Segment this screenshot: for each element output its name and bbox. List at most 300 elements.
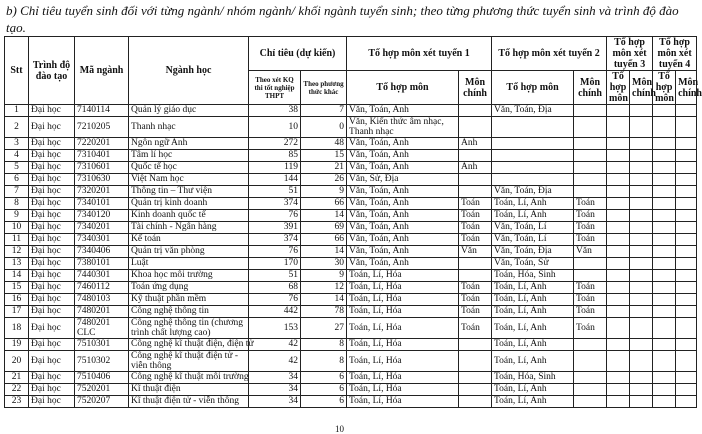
header-combo4: Tổ hợp môn xét tuyển 4: [653, 37, 697, 71]
row-combo1-main: Văn: [459, 246, 492, 258]
row-major: Thông tin – Thư viện: [129, 186, 249, 198]
row-combo2-subjects: Toán, Lí, Anh: [492, 294, 574, 306]
row-stt: 18: [5, 318, 29, 339]
row-combo1-main: [459, 105, 492, 117]
row-empty-cell: [630, 384, 653, 396]
row-empty-cell: [653, 210, 676, 222]
row-empty-cell: [630, 210, 653, 222]
row-stt: 2: [5, 117, 29, 138]
row-combo1-main: Toán: [459, 294, 492, 306]
row-quota-other: 78: [301, 306, 347, 318]
row-code: 7460112: [75, 282, 129, 294]
row-combo2-main: [574, 270, 607, 282]
page-number: 10: [335, 424, 344, 434]
row-combo2-main: [574, 351, 607, 372]
row-combo2-subjects: Toán, Lí, Anh: [492, 396, 574, 408]
row-major: Việt Nam học: [129, 174, 249, 186]
row-quota-thpt: 144: [249, 174, 301, 186]
row-code: 7320201: [75, 186, 129, 198]
row-level: Đại học: [29, 174, 75, 186]
row-combo1-main: Toán: [459, 222, 492, 234]
row-combo1-subjects: Văn, Toán, Anh: [347, 198, 459, 210]
table-row: [5, 105, 697, 117]
row-empty-cell: [676, 174, 697, 186]
table-row: [5, 396, 697, 408]
row-empty-cell: [607, 174, 630, 186]
row-empty-cell: [630, 306, 653, 318]
row-combo1-subjects: Toán, Lí, Hóa: [347, 294, 459, 306]
row-combo2-main: [574, 186, 607, 198]
row-empty-cell: [630, 162, 653, 174]
row-combo1-main: [459, 270, 492, 282]
row-combo2-subjects: Văn, Toán, Địa: [492, 246, 574, 258]
row-combo1-main: Anh: [459, 162, 492, 174]
row-combo2-subjects: Toán, Lí, Anh: [492, 198, 574, 210]
row-major: Kế toán: [129, 234, 249, 246]
row-empty-cell: [676, 384, 697, 396]
row-combo1-main: [459, 372, 492, 384]
row-level: Đại học: [29, 384, 75, 396]
row-empty-cell: [607, 270, 630, 282]
row-combo1-subjects: Văn, Sử, Địa: [347, 174, 459, 186]
row-combo2-subjects: Văn, Toán, Lí: [492, 234, 574, 246]
row-combo2-main: Toán: [574, 282, 607, 294]
row-quota-other: 27: [301, 318, 347, 339]
row-stt: 9: [5, 210, 29, 222]
row-empty-cell: [676, 306, 697, 318]
row-major: Toán ứng dụng: [129, 282, 249, 294]
row-empty-cell: [676, 150, 697, 162]
table-row: [5, 174, 697, 186]
table-row: [5, 258, 697, 270]
row-level: Đại học: [29, 198, 75, 210]
row-code: 7520201: [75, 384, 129, 396]
row-combo2-main: [574, 150, 607, 162]
row-empty-cell: [653, 105, 676, 117]
row-stt: 3: [5, 138, 29, 150]
row-quota-thpt: 85: [249, 150, 301, 162]
row-code: 7440301: [75, 270, 129, 282]
header-combo3: Tổ hợp môn xét tuyển 3: [607, 37, 653, 71]
row-quota-thpt: 10: [249, 117, 301, 138]
row-quota-other: 66: [301, 198, 347, 210]
row-quota-thpt: 34: [249, 396, 301, 408]
table-row: [5, 294, 697, 306]
row-quota-thpt: 76: [249, 294, 301, 306]
row-combo2-subjects: Toán, Lí, Anh: [492, 351, 574, 372]
row-empty-cell: [653, 138, 676, 150]
row-empty-cell: [630, 258, 653, 270]
row-level: Đại học: [29, 396, 75, 408]
row-combo1-main: [459, 384, 492, 396]
row-major: Kỹ thuật phần mềm: [129, 294, 249, 306]
row-major: Thanh nhạc: [129, 117, 249, 138]
row-combo1-subjects: Toán, Lí, Hóa: [347, 384, 459, 396]
row-combo2-subjects: Văn, Toán, Lí: [492, 222, 574, 234]
row-empty-cell: [630, 186, 653, 198]
row-level: Đại học: [29, 306, 75, 318]
row-combo1-subjects: Văn, Kiến thức âm nhạc, Thanh nhạc: [347, 117, 459, 138]
row-empty-cell: [653, 318, 676, 339]
row-major: Công nghệ kĩ thuật điện, điện tử: [129, 339, 249, 351]
row-empty-cell: [653, 150, 676, 162]
header-level: Trình độ đào tạo: [29, 37, 75, 105]
row-quota-thpt: 38: [249, 105, 301, 117]
row-quota-other: 14: [301, 210, 347, 222]
table-row: [5, 222, 697, 234]
row-empty-cell: [676, 372, 697, 384]
row-stt: 15: [5, 282, 29, 294]
table-row: [5, 384, 697, 396]
header-combo2-subjects: Tổ hợp môn: [492, 71, 574, 105]
row-level: Đại học: [29, 117, 75, 138]
row-empty-cell: [630, 270, 653, 282]
row-combo2-main: [574, 138, 607, 150]
row-stt: 12: [5, 246, 29, 258]
row-combo1-subjects: Văn, Toán, Anh: [347, 210, 459, 222]
row-code: 7340201: [75, 222, 129, 234]
row-empty-cell: [607, 210, 630, 222]
row-major: Luật: [129, 258, 249, 270]
row-code: 7210205: [75, 117, 129, 138]
row-quota-thpt: 391: [249, 222, 301, 234]
row-quota-other: 26: [301, 174, 347, 186]
row-empty-cell: [676, 351, 697, 372]
table-row: [5, 246, 697, 258]
row-combo1-subjects: Toán, Lí, Hóa: [347, 372, 459, 384]
row-empty-cell: [676, 105, 697, 117]
row-combo1-main: [459, 174, 492, 186]
row-level: Đại học: [29, 318, 75, 339]
row-combo2-main: [574, 384, 607, 396]
row-combo1-main: Toán: [459, 282, 492, 294]
row-empty-cell: [653, 339, 676, 351]
header-quota-other: Theo phương thức khác: [301, 71, 347, 105]
row-combo2-main: [574, 339, 607, 351]
row-empty-cell: [676, 270, 697, 282]
row-empty-cell: [630, 294, 653, 306]
header-combo3-main: Môn chính: [630, 71, 653, 105]
row-quota-thpt: 153: [249, 318, 301, 339]
table-row: [5, 186, 697, 198]
row-level: Đại học: [29, 282, 75, 294]
row-combo1-main: Anh: [459, 138, 492, 150]
row-empty-cell: [676, 138, 697, 150]
row-combo1-subjects: Văn, Toán, Anh: [347, 186, 459, 198]
row-combo1-main: [459, 117, 492, 138]
row-empty-cell: [653, 294, 676, 306]
row-quota-other: 14: [301, 294, 347, 306]
row-code: 7340406: [75, 246, 129, 258]
row-empty-cell: [607, 162, 630, 174]
row-combo2-subjects: [492, 150, 574, 162]
row-empty-cell: [653, 246, 676, 258]
row-empty-cell: [630, 117, 653, 138]
row-combo1-subjects: Toán, Lí, Hóa: [347, 270, 459, 282]
row-combo1-main: [459, 396, 492, 408]
row-code: 7510301: [75, 339, 129, 351]
header-combo1-main: Môn chính: [459, 71, 492, 105]
row-stt: 21: [5, 372, 29, 384]
row-combo2-main: [574, 396, 607, 408]
row-empty-cell: [607, 318, 630, 339]
row-stt: 5: [5, 162, 29, 174]
row-combo1-main: [459, 150, 492, 162]
row-empty-cell: [607, 339, 630, 351]
row-empty-cell: [607, 351, 630, 372]
row-quota-other: 6: [301, 384, 347, 396]
row-combo2-main: [574, 372, 607, 384]
table-row: [5, 351, 697, 372]
row-empty-cell: [653, 258, 676, 270]
row-empty-cell: [653, 222, 676, 234]
row-combo2-subjects: Toán, Lí, Anh: [492, 318, 574, 339]
table-row: [5, 282, 697, 294]
row-code: 7380101: [75, 258, 129, 270]
row-level: Đại học: [29, 105, 75, 117]
row-level: Đại học: [29, 372, 75, 384]
row-level: Đại học: [29, 294, 75, 306]
row-empty-cell: [630, 198, 653, 210]
row-code: 7480201 CLC: [75, 318, 129, 339]
header-combo4-main: Môn chính: [676, 71, 697, 105]
row-combo1-subjects: Văn, Toán, Anh: [347, 138, 459, 150]
header-stt: Stt: [5, 37, 29, 105]
row-empty-cell: [676, 162, 697, 174]
row-empty-cell: [607, 138, 630, 150]
row-level: Đại học: [29, 186, 75, 198]
row-level: Đại học: [29, 138, 75, 150]
row-quota-thpt: 76: [249, 210, 301, 222]
row-combo1-subjects: Toán, Lí, Hóa: [347, 351, 459, 372]
table-row: [5, 198, 697, 210]
row-combo1-subjects: Toán, Lí, Hóa: [347, 396, 459, 408]
row-empty-cell: [653, 396, 676, 408]
row-quota-thpt: 34: [249, 384, 301, 396]
row-major: Công nghệ kĩ thuật môi trường: [129, 372, 249, 384]
row-combo1-subjects: Văn, Toán, Anh: [347, 105, 459, 117]
row-quota-thpt: 68: [249, 282, 301, 294]
row-empty-cell: [607, 258, 630, 270]
row-combo2-subjects: [492, 138, 574, 150]
row-quota-thpt: 170: [249, 258, 301, 270]
row-empty-cell: [607, 150, 630, 162]
row-quota-other: 8: [301, 339, 347, 351]
row-combo2-subjects: Toán, Hóa, Sinh: [492, 372, 574, 384]
row-empty-cell: [653, 270, 676, 282]
row-code: 7310401: [75, 150, 129, 162]
row-level: Đại học: [29, 351, 75, 372]
row-empty-cell: [607, 396, 630, 408]
row-combo1-main: [459, 186, 492, 198]
row-combo2-subjects: Toán, Lí, Anh: [492, 282, 574, 294]
header-combo2-main: Môn chính: [574, 71, 607, 105]
row-quota-other: 0: [301, 117, 347, 138]
row-stt: 13: [5, 258, 29, 270]
row-empty-cell: [653, 117, 676, 138]
row-empty-cell: [653, 384, 676, 396]
row-quota-other: 9: [301, 270, 347, 282]
header-combo1-subjects: Tổ hợp môn: [347, 71, 459, 105]
row-empty-cell: [607, 306, 630, 318]
row-empty-cell: [607, 105, 630, 117]
row-quota-thpt: 42: [249, 351, 301, 372]
row-quota-thpt: 119: [249, 162, 301, 174]
row-combo1-main: [459, 339, 492, 351]
row-empty-cell: [676, 198, 697, 210]
row-stt: 23: [5, 396, 29, 408]
row-empty-cell: [630, 234, 653, 246]
row-major: Kĩ thuật điện tử - viễn thông: [129, 396, 249, 408]
row-code: 7340120: [75, 210, 129, 222]
row-quota-thpt: 42: [249, 339, 301, 351]
admission-quota-table: [4, 36, 702, 408]
row-combo2-subjects: Toán, Lí, Anh: [492, 339, 574, 351]
row-major: Công nghệ thông tin (chương trình chất lượng cao): [129, 318, 249, 339]
row-code: 7520207: [75, 396, 129, 408]
row-level: Đại học: [29, 270, 75, 282]
row-combo2-main: Văn: [574, 246, 607, 258]
row-code: 7340101: [75, 198, 129, 210]
row-empty-cell: [607, 117, 630, 138]
row-empty-cell: [653, 186, 676, 198]
row-major: Tài chính - Ngân hàng: [129, 222, 249, 234]
row-quota-thpt: 76: [249, 246, 301, 258]
row-quota-other: 48: [301, 138, 347, 150]
row-quota-other: 30: [301, 258, 347, 270]
row-combo2-subjects: Văn, Toán, Địa: [492, 186, 574, 198]
row-quota-other: 9: [301, 186, 347, 198]
row-combo1-subjects: Toán, Lí, Hóa: [347, 339, 459, 351]
row-combo2-main: Toán: [574, 294, 607, 306]
row-combo2-main: Toán: [574, 210, 607, 222]
table-row: [5, 234, 697, 246]
row-level: Đại học: [29, 222, 75, 234]
row-quota-other: 6: [301, 396, 347, 408]
row-empty-cell: [676, 234, 697, 246]
row-empty-cell: [676, 282, 697, 294]
row-combo1-subjects: Văn, Toán, Anh: [347, 162, 459, 174]
row-empty-cell: [676, 246, 697, 258]
row-empty-cell: [676, 258, 697, 270]
row-stt: 16: [5, 294, 29, 306]
row-empty-cell: [676, 396, 697, 408]
row-stt: 17: [5, 306, 29, 318]
row-major: Quốc tế học: [129, 162, 249, 174]
row-major: Kĩ thuật điện: [129, 384, 249, 396]
row-empty-cell: [607, 372, 630, 384]
header-major: Ngành học: [129, 37, 249, 105]
row-combo2-subjects: Toán, Hóa, Sinh: [492, 270, 574, 282]
row-quota-other: 6: [301, 372, 347, 384]
row-empty-cell: [607, 246, 630, 258]
row-empty-cell: [630, 246, 653, 258]
row-code: 7220201: [75, 138, 129, 150]
table-row: [5, 117, 697, 138]
row-level: Đại học: [29, 258, 75, 270]
row-combo2-main: Toán: [574, 222, 607, 234]
row-major: Công nghệ kĩ thuật điện tử - viễn thông: [129, 351, 249, 372]
row-stt: 22: [5, 384, 29, 396]
row-quota-thpt: 374: [249, 198, 301, 210]
row-combo2-subjects: [492, 174, 574, 186]
row-major: Quản lý giáo dục: [129, 105, 249, 117]
row-empty-cell: [676, 294, 697, 306]
table-row: [5, 138, 697, 150]
row-empty-cell: [630, 372, 653, 384]
row-combo1-main: Toán: [459, 210, 492, 222]
row-combo2-main: [574, 174, 607, 186]
row-code: 7310630: [75, 174, 129, 186]
row-level: Đại học: [29, 246, 75, 258]
row-combo2-subjects: Văn, Toán, Địa: [492, 105, 574, 117]
row-major: Công nghệ thông tin: [129, 306, 249, 318]
row-empty-cell: [676, 339, 697, 351]
row-empty-cell: [653, 372, 676, 384]
row-combo1-subjects: Toán, Lí, Hóa: [347, 282, 459, 294]
row-stt: 4: [5, 150, 29, 162]
row-major: Ngôn ngữ Anh: [129, 138, 249, 150]
row-quota-thpt: 272: [249, 138, 301, 150]
header-quota-thpt: Theo xét KQ thi tốt nghiệp THPT: [249, 71, 301, 105]
row-empty-cell: [607, 186, 630, 198]
row-combo1-subjects: Toán, Lí, Hóa: [347, 306, 459, 318]
row-combo1-main: Toán: [459, 198, 492, 210]
row-quota-thpt: 442: [249, 306, 301, 318]
row-combo1-subjects: Văn, Toán, Anh: [347, 258, 459, 270]
row-combo1-subjects: Văn, Toán, Anh: [347, 246, 459, 258]
row-stt: 6: [5, 174, 29, 186]
table-row: [5, 339, 697, 351]
row-empty-cell: [676, 186, 697, 198]
row-stt: 1: [5, 105, 29, 117]
row-empty-cell: [653, 198, 676, 210]
row-stt: 7: [5, 186, 29, 198]
table-row: [5, 210, 697, 222]
row-combo1-subjects: Văn, Toán, Anh: [347, 234, 459, 246]
header-combo1: Tổ hợp môn xét tuyển 1: [347, 37, 492, 71]
row-quota-other: 66: [301, 234, 347, 246]
row-quota-other: 21: [301, 162, 347, 174]
row-level: Đại học: [29, 234, 75, 246]
row-stt: 20: [5, 351, 29, 372]
row-level: Đại học: [29, 150, 75, 162]
row-empty-cell: [630, 351, 653, 372]
row-empty-cell: [607, 294, 630, 306]
row-combo2-subjects: [492, 162, 574, 174]
row-code: 7140114: [75, 105, 129, 117]
row-combo2-subjects: Toán, Lí, Anh: [492, 384, 574, 396]
table-row: [5, 162, 697, 174]
row-code: 7310601: [75, 162, 129, 174]
row-empty-cell: [630, 318, 653, 339]
row-code: 7510302: [75, 351, 129, 372]
row-code: 7510406: [75, 372, 129, 384]
row-empty-cell: [653, 234, 676, 246]
row-quota-thpt: 34: [249, 372, 301, 384]
row-combo2-main: [574, 105, 607, 117]
row-combo2-subjects: Toán, Lí, Anh: [492, 210, 574, 222]
table-row: [5, 318, 697, 339]
row-empty-cell: [607, 282, 630, 294]
table-body: [5, 105, 697, 408]
row-combo1-main: Toán: [459, 234, 492, 246]
row-major: Khoa học môi trường: [129, 270, 249, 282]
row-quota-other: 7: [301, 105, 347, 117]
row-empty-cell: [676, 318, 697, 339]
row-empty-cell: [630, 174, 653, 186]
row-quota-other: 12: [301, 282, 347, 294]
